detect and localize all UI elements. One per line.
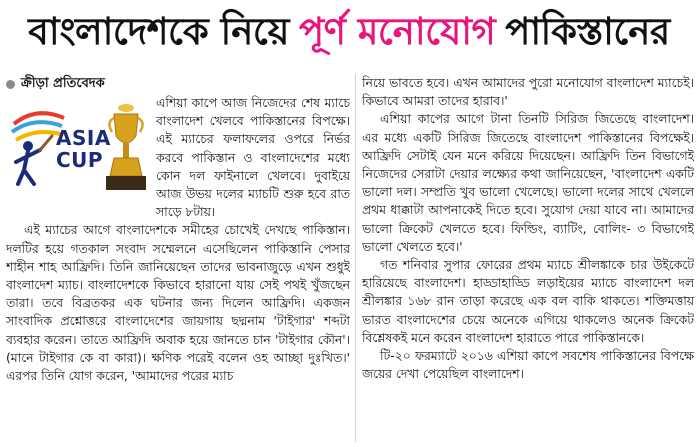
byline-text: ক্রীড়া প্রতিবেদক xyxy=(21,75,105,91)
headline-part-1: বাংলাদেশকে নিয়ে xyxy=(28,9,289,53)
article-headline xyxy=(0,0,698,66)
article-paragraph: গত শনিবার সুপার ফোরের প্রথম ম্যাচে শ্রীলঙ্কাকে চার উইকেটে হারিয়েছে বাংলাদেশ। হাড্ডাহাড্ডি লড়াইয়ের ম্যাচে বাংলাদেশ দল শ্রীলঙ্কার ১৬৮ রান তাড়া করেছে এক বল বাকি থাকতে। শক্তিমত্তায় ভারত বাংলাদেশের চেয়ে অনেকে এগিয়ে থাকলেও অনেক ক্রিকেট বিশ্লেষকই মনে করেন বাংলাদেশ হারাতে পারে পাকিস্তানকে। xyxy=(362,258,694,345)
article-paragraph: এশিয়া কাপে আজ নিজেদের শেষ ম্যাচে বাংলাদেশ খেলবে পাকিস্তানের বিপক্ষে। এই ম্যাচের ফলাফলের ওপরে নির্ভর করবে পাকিস্তান ও বাংলাদেশের মধ্যে কোন দল ফাইনালে খেলবে। দুবাইয়ে আজ উভয় দলের ম্যাচটি শুরু হবে রাত সাড়ে ৮টায়। xyxy=(156,96,350,220)
column-divider xyxy=(355,74,356,442)
headline-part-2: পাকিস্তানের xyxy=(505,9,670,53)
right-column xyxy=(362,74,694,446)
asia-cup-logo xyxy=(6,96,148,204)
article-paragraph: টি-২০ ফরম্যাটে ২০১৬ এশিয়া কাপে সবশেষ পাকিস্তানের বিপক্ষে জয়ের দেখা পেয়েছিল বাংলাদেশ। xyxy=(362,349,694,382)
bullet-icon xyxy=(6,80,15,89)
logo-text-asia: ASIA xyxy=(56,126,111,150)
left-column xyxy=(6,74,350,446)
article-paragraph: এই ম্যাচের আগে বাংলাদেশকে সমীহের চোখেই দেখছে পাকিস্তান। দলটির হয়ে গতকাল সংবাদ সম্মেলনে এসেছিলেন পাকিস্তানি পেসার শাহীন শাহ আফ্রিদি। তিনি জানিয়েছেন তাদের ভাবনাজুড়ে এখন শুধুই বাংলাদেশ ম্যাচ। বাংলাদেশকে কিভাবে হারানো যায় সেই পথই খুঁজছেন তারা। তবে বিব্রতকর এক ঘটনার জন্য দিলেন আফ্রিদি। একজন সাংবাদিক প্রশ্নোত্তরে বাংলাদেশের জায়গায় ছদ্মনাম 'টাইগার' শব্দটা ব্যবহার করেন। তাতে আফ্রিদি অবাক হয়ে জানতে চান 'টাইগার কৌন'। (মানে টাইগার কে বা কারা)। ক্ষণিক পরেই বলেন ওহ আচ্ছা দুঃখিত।' এরপর তিনি যোগ করেন, 'আমাদের পরের ম্যাচ xyxy=(6,223,350,384)
byline xyxy=(6,74,350,94)
article-paragraph: এশিয়া কাপের আগে টানা তিনটি সিরিজ জিতেছে বাংলাদেশ। এর মধ্যে একটি সিরিজ জিতেছে বাংলাদেশ পাকিস্তানের বিপক্ষেই। আফ্রিদি সেটাই যেন মনে করিয়ে দিয়েছেন। আফ্রিদি তিন বিভাগেই নিজেদের সেরাটা দেয়ার লক্ষ্যের কথা জানিয়েছেন, 'বাংলাদেশ একটি ভালো দল। সম্প্রতি খুব ভালো খেলেছে। ভালো দলের সাথে খেললে প্রথম ধাক্কাটা আপনাকেই দিতে হবে। সুযোগ দেয়া যাবে না। আমাদের ভালো ক্রিকেট খেলতে হবে। ফিল্ডিং, ব্যাটিং, বোলিং- ৩ বিভাগেই ভালো খেলতে হবে।' xyxy=(362,112,694,254)
headline-highlight: পূর্ণ মনোযোগ xyxy=(298,9,496,53)
logo-text-cup: CUP xyxy=(56,148,104,172)
article-paragraph: নিয়ে ভাবতে হবে। এখন আমাদের পুরো মনোযোগ বাংলাদেশ ম্যাচেই। কিভাবে আমরা তাদের হারাব।' xyxy=(362,76,694,109)
